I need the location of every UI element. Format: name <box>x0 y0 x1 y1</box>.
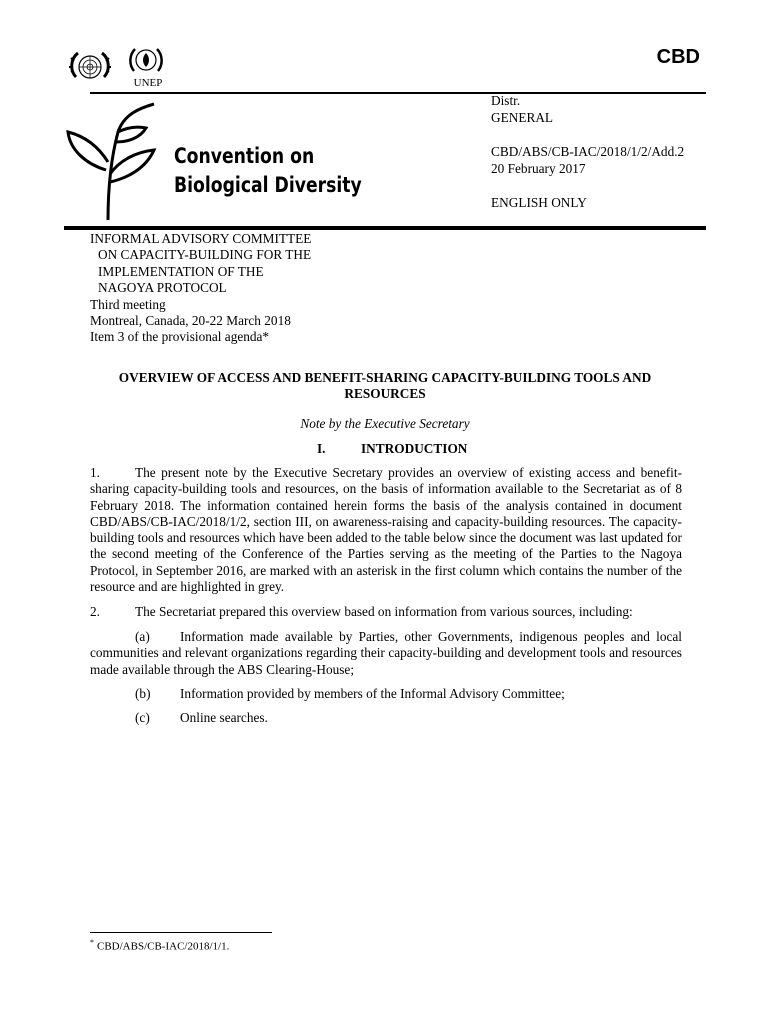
subitem-a-text: Information made available by Parties, other Governments, indigenous peoples and local communities and relevant organizations regarding their capacity-building and development tools and resources made available through the ABS Clearing-House; <box>90 629 682 677</box>
subitem-c-text: Online searches. <box>180 710 268 725</box>
note-by-secretary: Note by the Executive Secretary <box>300 416 470 431</box>
paragraph-2 <box>90 604 682 620</box>
meeting-venue: Montreal, Canada, 20-22 March 2018 <box>90 313 291 329</box>
unep-emblem-icon <box>126 45 166 77</box>
meeting-info <box>90 231 311 346</box>
paragraph-1 <box>90 465 682 595</box>
title-line-2: RESOURCES <box>344 386 426 401</box>
document-symbol: CBD/ABS/CB-IAC/2018/1/2/Add.2 <box>491 144 685 159</box>
committee-line-1: INFORMAL ADVISORY COMMITTEE <box>90 231 312 246</box>
committee-line-2: ON CAPACITY-BUILDING FOR THE <box>98 247 312 263</box>
un-emblem-icon <box>66 47 114 87</box>
subitem-a-label: (a) <box>135 629 150 644</box>
section-title: INTRODUCTION <box>361 441 468 456</box>
paragraph-1-number: 1. <box>90 465 100 480</box>
distribution-block <box>491 92 684 211</box>
document-title <box>90 370 680 402</box>
subitem-c-label: (c) <box>135 710 150 725</box>
paragraph-2-number: 2. <box>90 604 100 619</box>
header-rule-bottom <box>64 226 706 230</box>
document-language: ENGLISH ONLY <box>491 195 587 210</box>
committee-line-4: NAGOYA PROTOCOL <box>98 280 227 296</box>
paragraph-1-text: The present note by the Executive Secretary provides an overview of existing access and benefit-sharing capacity-building tools and resources, on the basis of information available to the Secretariat as of 8 February 2018. The information contained herein forms the basis of the analysis contained in document CBD/ABS/CB-IAC/2018/1/2, section III, on awareness-raising and capacity-building resources. The capacity-building tools and resources which have been added to the table below since the document was last updated for the second meeting of the Conference of the Parties serving as the meeting of the Parties to the Nagoya Protocol, in September 2016, are marked with an asterisk in the first column which contains the number of the resource and are highlighted in grey. <box>90 465 682 595</box>
subitem-b-label: (b) <box>135 686 151 701</box>
section-number: I. <box>317 441 326 456</box>
convention-name <box>174 142 362 200</box>
agenda-item: Item 3 of the provisional agenda* <box>90 329 270 345</box>
unep-label: UNEP <box>133 77 163 89</box>
meeting-number: Third meeting <box>90 296 166 312</box>
subitem-a <box>90 629 682 678</box>
footnote-rule <box>90 932 272 933</box>
convention-line-1: Convention on <box>174 144 315 168</box>
footnote-mark: * <box>90 938 94 947</box>
title-line-1: OVERVIEW OF ACCESS AND BENEFIT-SHARING CAPACITY-BUILDING TOOLS AND <box>118 370 652 385</box>
document-date: 20 February 2017 <box>491 161 586 176</box>
subitem-c <box>135 710 268 726</box>
subitem-b-text: Information provided by members of the Informal Advisory Committee; <box>180 686 565 701</box>
paragraph-2-text: The Secretariat prepared this overview based on information from various sources, including: <box>135 604 633 619</box>
footnote-text: CBD/ABS/CB-IAC/2018/1/1. <box>97 940 230 953</box>
cbd-plant-logo-icon <box>62 102 158 222</box>
committee-line-3: IMPLEMENTATION OF THE <box>98 263 264 279</box>
convention-line-2: Biological Diversity <box>174 173 362 197</box>
footnote <box>90 938 229 953</box>
cbd-tag: CBD <box>656 46 700 68</box>
subitem-b <box>135 686 565 702</box>
distr-label: Distr. <box>491 93 521 108</box>
distr-general: GENERAL <box>491 110 554 125</box>
